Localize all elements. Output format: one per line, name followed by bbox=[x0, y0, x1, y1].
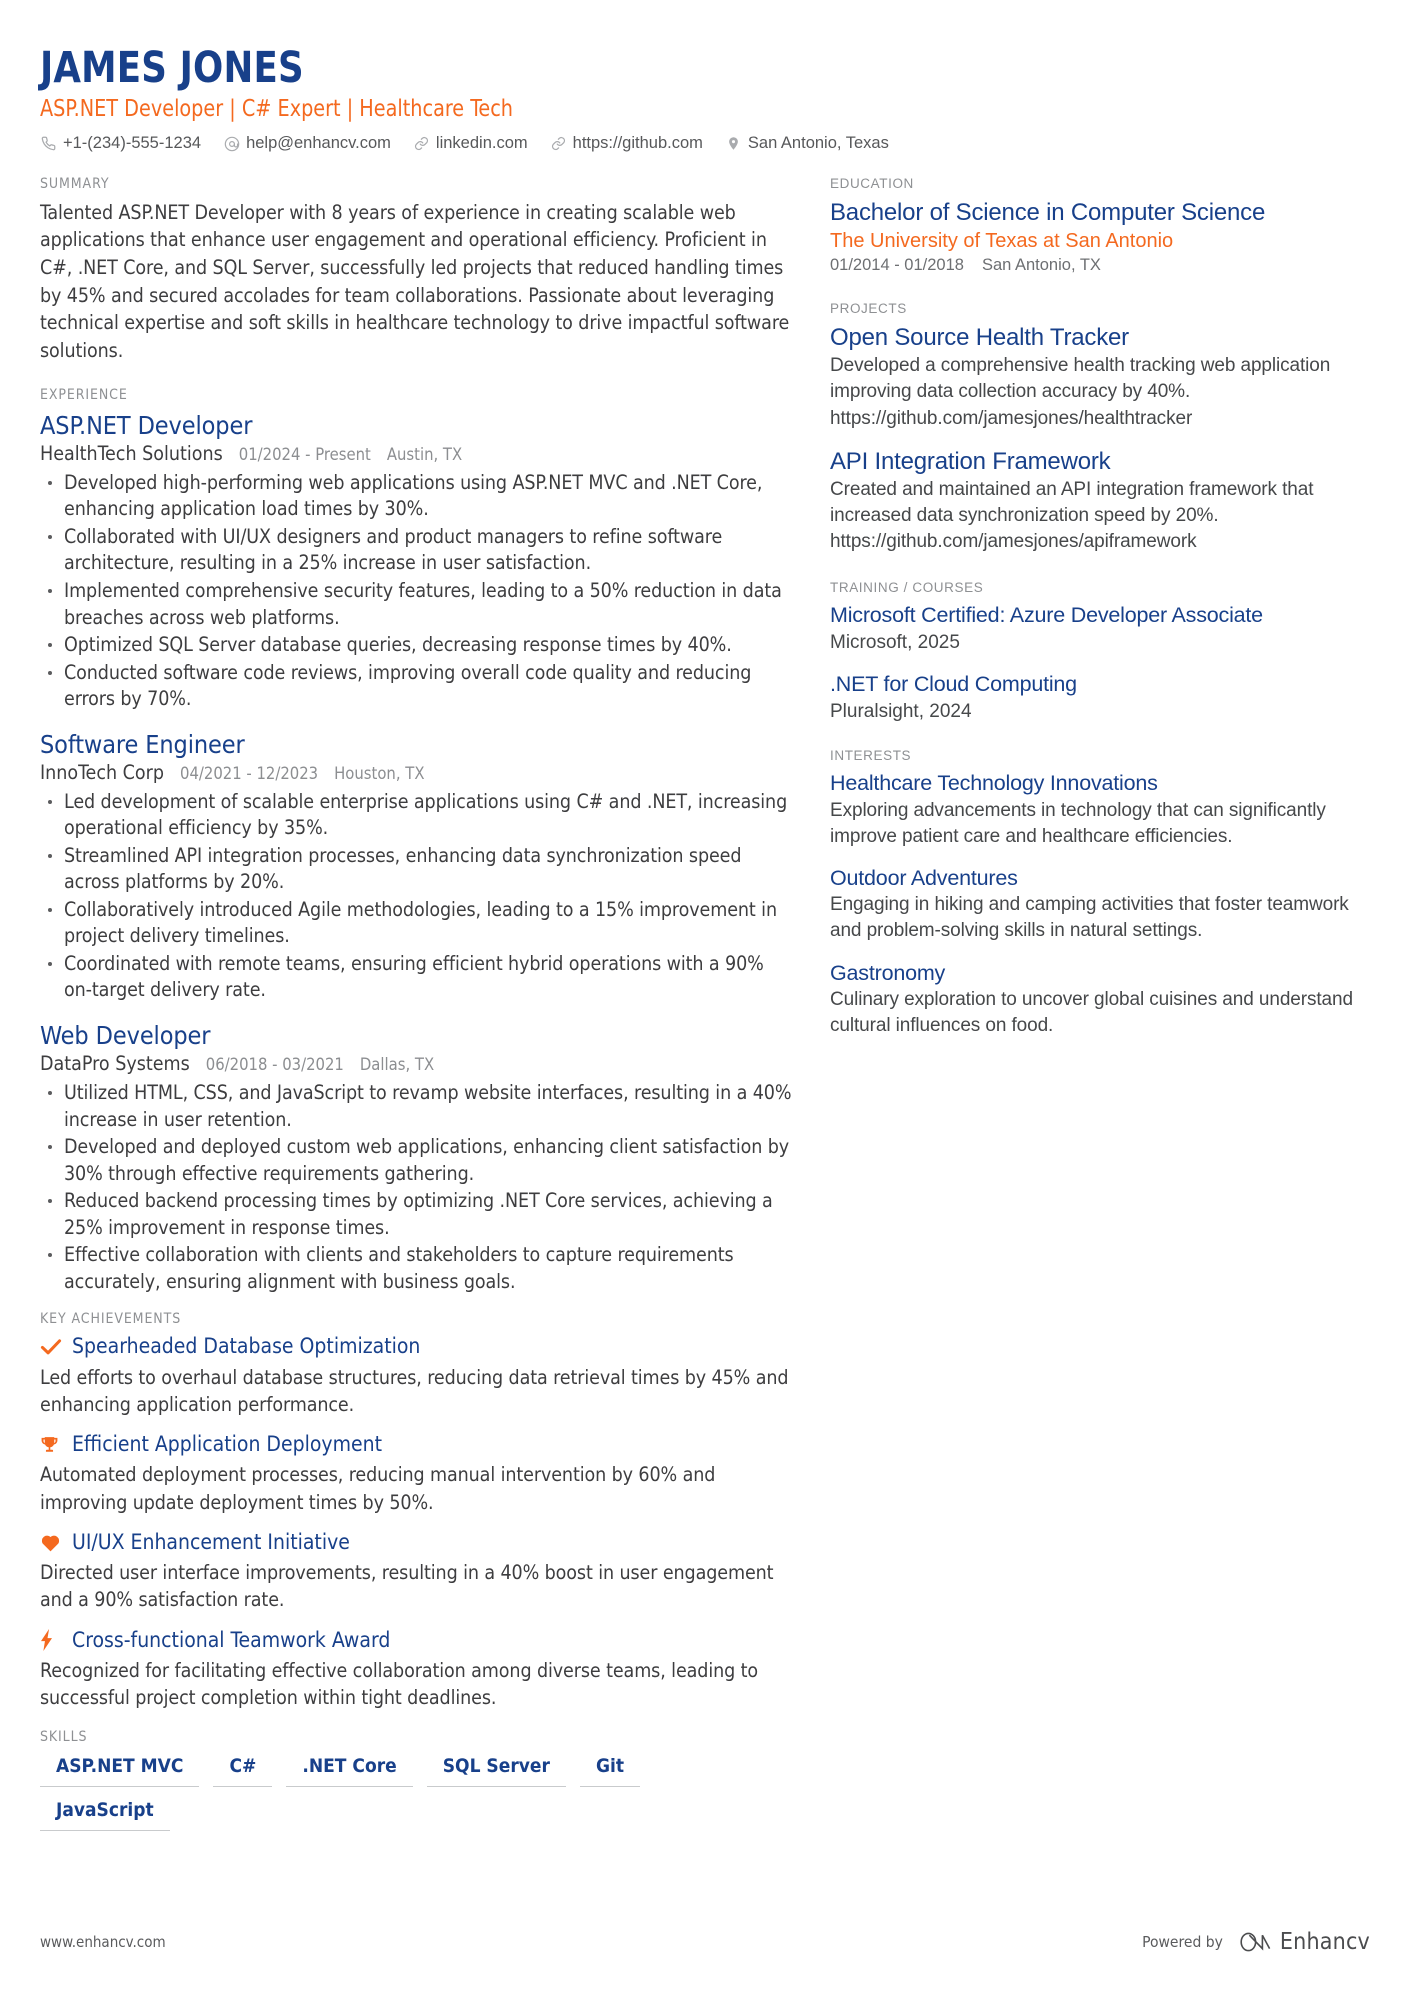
link-icon bbox=[550, 135, 567, 152]
experience-entry bbox=[40, 410, 792, 713]
job-location: Austin, TX bbox=[386, 444, 463, 464]
interest-description: Engaging in hiking and camping activities that foster teamwork and problem-solving skills in natural settings. bbox=[830, 894, 1349, 942]
job-bullet: Optimized SQL Server database queries, decreasing response times by 40%. bbox=[40, 632, 792, 659]
job-location: Houston, TX bbox=[334, 763, 425, 783]
interest-entry bbox=[830, 770, 1370, 850]
summary-text: Talented ASP.NET Developer with 8 years of experience in creating scalable web applications that enhance user engagement and operational efficiency. Proficient in C#, .NET Core, and SQL Server, successfully led projects that reduced handling times by 45% and secured accolades for team collaborations. Passionate about leveraging technical expertise and soft skills in healthcare technology to drive impactful software solutions. bbox=[40, 200, 790, 362]
section-summary bbox=[40, 176, 792, 365]
job-bullet: Collaboratively introduced Agile methodologies, leading to a 15% improvement in project delivery timelines. bbox=[40, 897, 792, 950]
checkmark-icon bbox=[40, 1336, 66, 1358]
contact-github-text: https://github.com bbox=[572, 133, 703, 152]
achievement-title: Cross-functional Teamwork Award bbox=[72, 1627, 391, 1652]
resume-body bbox=[40, 176, 1370, 1848]
section-label-training: TRAINING / COURSES bbox=[830, 579, 984, 595]
training-entry bbox=[830, 671, 1370, 725]
section-label-interests: INTERESTS bbox=[830, 748, 912, 764]
section-label-summary: SUMMARY bbox=[40, 175, 110, 192]
job-dates: 06/2018 - 03/2021 bbox=[205, 1055, 344, 1075]
interest-entry bbox=[830, 960, 1370, 1040]
achievement-title: UI/UX Enhancement Initiative bbox=[72, 1529, 350, 1554]
job-bullets bbox=[40, 470, 792, 713]
training-title: .NET for Cloud Computing bbox=[830, 671, 1077, 696]
job-dates: 04/2021 - 12/2023 bbox=[180, 763, 319, 783]
job-title: Web Developer bbox=[40, 1020, 211, 1050]
resume-header bbox=[40, 44, 1370, 154]
achievement-header bbox=[40, 1334, 792, 1359]
candidate-headline: ASP.NET Developer | C# Expert | Healthcare Tech bbox=[40, 96, 514, 123]
education-degree: Bachelor of Science in Computer Science bbox=[830, 198, 1266, 226]
location-pin-icon bbox=[725, 135, 742, 152]
contact-phone[interactable] bbox=[40, 134, 201, 154]
infinity-mark-icon bbox=[1239, 1930, 1273, 1954]
achievement-item bbox=[40, 1628, 792, 1712]
section-label-experience: EXPERIENCE bbox=[40, 386, 128, 403]
contact-email[interactable] bbox=[223, 134, 391, 154]
interest-title: Healthcare Technology Innovations bbox=[830, 771, 1158, 796]
job-bullet: Coordinated with remote teams, ensuring efficient hybrid operations with a 90% on-target delivery rate. bbox=[40, 951, 792, 1004]
section-skills bbox=[40, 1729, 792, 1843]
skill-chip: SQL Server bbox=[427, 1755, 566, 1787]
lightning-bolt-icon bbox=[40, 1629, 66, 1651]
contact-location bbox=[725, 134, 889, 154]
heart-icon bbox=[40, 1531, 66, 1553]
achievement-description: Led efforts to overhaul database structures, reducing data retrieval times by 45% and enhancing application performance. bbox=[40, 1365, 789, 1416]
skill-chip: ASP.NET MVC bbox=[40, 1755, 199, 1787]
skill-chip: Git bbox=[580, 1755, 640, 1787]
right-column bbox=[830, 176, 1370, 1044]
candidate-name: JAMES JONES bbox=[40, 43, 304, 93]
achievement-header bbox=[40, 1628, 792, 1653]
job-dates: 01/2024 - Present bbox=[238, 444, 371, 464]
section-label-education: EDUCATION bbox=[830, 175, 914, 191]
powered-by-label: Powered by bbox=[1142, 1933, 1223, 1951]
project-entry bbox=[830, 323, 1370, 432]
contact-linkedin-text: linkedin.com bbox=[435, 133, 528, 152]
job-location: Dallas, TX bbox=[359, 1055, 435, 1075]
job-bullet: Reduced backend processing times by optimizing .NET Core services, achieving a 25% improvement in response times. bbox=[40, 1188, 792, 1241]
skill-chip: .NET Core bbox=[286, 1755, 412, 1787]
achievement-item bbox=[40, 1432, 792, 1516]
achievement-title: Spearheaded Database Optimization bbox=[72, 1334, 421, 1359]
job-bullet: Streamlined API integration processes, enhancing data synchronization speed across platforms by 20%. bbox=[40, 843, 792, 896]
job-bullets bbox=[40, 1080, 792, 1295]
education-entry bbox=[830, 198, 1370, 275]
resume-footer bbox=[40, 1929, 1370, 1955]
job-company: HealthTech Solutions bbox=[40, 441, 223, 465]
job-company: InnoTech Corp bbox=[40, 760, 165, 784]
project-description: Created and maintained an API integration framework that increased data synchronization speed by 20%. https://github.com/jamesjones/apiframework bbox=[830, 479, 1314, 553]
job-meta bbox=[40, 1052, 792, 1075]
section-label-key-achievements: KEY ACHIEVEMENTS bbox=[40, 1311, 182, 1328]
achievement-item bbox=[40, 1530, 792, 1614]
section-label-skills: SKILLS bbox=[40, 1729, 88, 1746]
contact-phone-text: +1-(234)-555-1234 bbox=[63, 133, 202, 152]
footer-url[interactable]: www.enhancv.com bbox=[40, 1933, 166, 1951]
contact-linkedin[interactable] bbox=[413, 134, 528, 154]
contact-github[interactable] bbox=[550, 134, 703, 154]
skill-chip: JavaScript bbox=[40, 1799, 170, 1831]
project-description: Developed a comprehensive health tracking web application improving data collection accuracy by 40%. https://github.com/jamesjones/healthtracker bbox=[830, 355, 1331, 429]
achievement-item bbox=[40, 1334, 792, 1418]
interest-entry bbox=[830, 865, 1370, 945]
trophy-icon bbox=[40, 1434, 66, 1456]
interest-title: Outdoor Adventures bbox=[830, 866, 1018, 891]
experience-entry bbox=[40, 1020, 792, 1295]
contact-location-text: San Antonio, Texas bbox=[747, 133, 889, 152]
footer-branding bbox=[1142, 1929, 1370, 1955]
training-entry bbox=[830, 602, 1370, 656]
education-meta bbox=[830, 256, 1370, 275]
education-location: San Antonio, TX bbox=[981, 255, 1101, 274]
interest-title: Gastronomy bbox=[830, 960, 946, 985]
training-title: Microsoft Certified: Azure Developer Associate bbox=[830, 602, 1263, 627]
email-icon bbox=[223, 135, 240, 152]
section-label-projects: PROJECTS bbox=[830, 300, 907, 316]
section-education bbox=[830, 176, 1370, 275]
education-school: The University of Texas at San Antonio bbox=[830, 229, 1174, 252]
contact-row bbox=[40, 134, 1370, 154]
job-company: DataPro Systems bbox=[40, 1052, 190, 1076]
skills-list bbox=[40, 1755, 792, 1843]
phone-icon bbox=[40, 135, 57, 152]
achievement-title: Efficient Application Deployment bbox=[72, 1432, 382, 1457]
job-title: ASP.NET Developer bbox=[40, 410, 253, 440]
job-meta bbox=[40, 761, 792, 784]
achievement-header bbox=[40, 1432, 792, 1457]
section-projects bbox=[830, 301, 1370, 556]
job-bullet: Developed high-performing web applications using ASP.NET MVC and .NET Core, enhancing application load times by 30%. bbox=[40, 470, 792, 523]
section-training bbox=[830, 580, 1370, 725]
job-bullet: Led development of scalable enterprise applications using C# and .NET, increasing operational efficiency by 35%. bbox=[40, 789, 792, 842]
project-title: API Integration Framework bbox=[830, 447, 1111, 475]
project-entry bbox=[830, 447, 1370, 556]
job-title: Software Engineer bbox=[40, 729, 245, 759]
contact-email-text: help@enhancv.com bbox=[246, 133, 391, 152]
section-interests bbox=[830, 748, 1370, 1039]
interest-description: Exploring advancements in technology that can significantly improve patient care and healthcare efficiencies. bbox=[830, 799, 1326, 847]
training-organization: Pluralsight, 2024 bbox=[830, 700, 972, 722]
job-bullet: Collaborated with UI/UX designers and product managers to refine software architecture, resulting in a 25% increase in user satisfaction. bbox=[40, 524, 792, 577]
training-organization: Microsoft, 2025 bbox=[830, 631, 960, 653]
achievement-description: Directed user interface improvements, resulting in a 40% boost in user engagement and a 90% satisfaction rate. bbox=[40, 1561, 774, 1612]
achievement-header bbox=[40, 1530, 792, 1555]
experience-entry bbox=[40, 729, 792, 1004]
section-key-achievements bbox=[40, 1311, 792, 1711]
project-title: Open Source Health Tracker bbox=[830, 323, 1129, 351]
job-bullet: Conducted software code reviews, improving overall code quality and reducing errors by 70%. bbox=[40, 660, 792, 713]
job-bullet: Utilized HTML, CSS, and JavaScript to revamp website interfaces, resulting in a 40% increase in user retention. bbox=[40, 1080, 792, 1133]
brand-name: Enhancv bbox=[1279, 1929, 1370, 1955]
interest-description: Culinary exploration to uncover global cuisines and understand cultural influences on food. bbox=[830, 988, 1353, 1037]
education-dates: 01/2014 - 01/2018 bbox=[830, 255, 964, 274]
link-icon bbox=[413, 135, 430, 152]
enhancv-logo bbox=[1239, 1929, 1370, 1955]
job-bullet: Effective collaboration with clients and stakeholders to capture requirements accurately, ensuring alignment with business goals. bbox=[40, 1242, 792, 1295]
job-bullet: Implemented comprehensive security features, leading to a 50% reduction in data breaches across web platforms. bbox=[40, 578, 792, 631]
left-column bbox=[40, 176, 830, 1848]
achievement-description: Recognized for facilitating effective collaboration among diverse teams, leading to successful project completion within tight deadlines. bbox=[40, 1658, 759, 1710]
job-bullet: Developed and deployed custom web applications, enhancing client satisfaction by 30% through effective requirements gathering. bbox=[40, 1134, 792, 1187]
achievement-description: Automated deployment processes, reducing manual intervention by 60% and improving update deployment times by 50%. bbox=[40, 1463, 716, 1514]
section-experience bbox=[40, 387, 792, 1296]
job-bullets bbox=[40, 789, 792, 1004]
job-meta bbox=[40, 442, 792, 465]
skill-chip: C# bbox=[213, 1755, 272, 1787]
